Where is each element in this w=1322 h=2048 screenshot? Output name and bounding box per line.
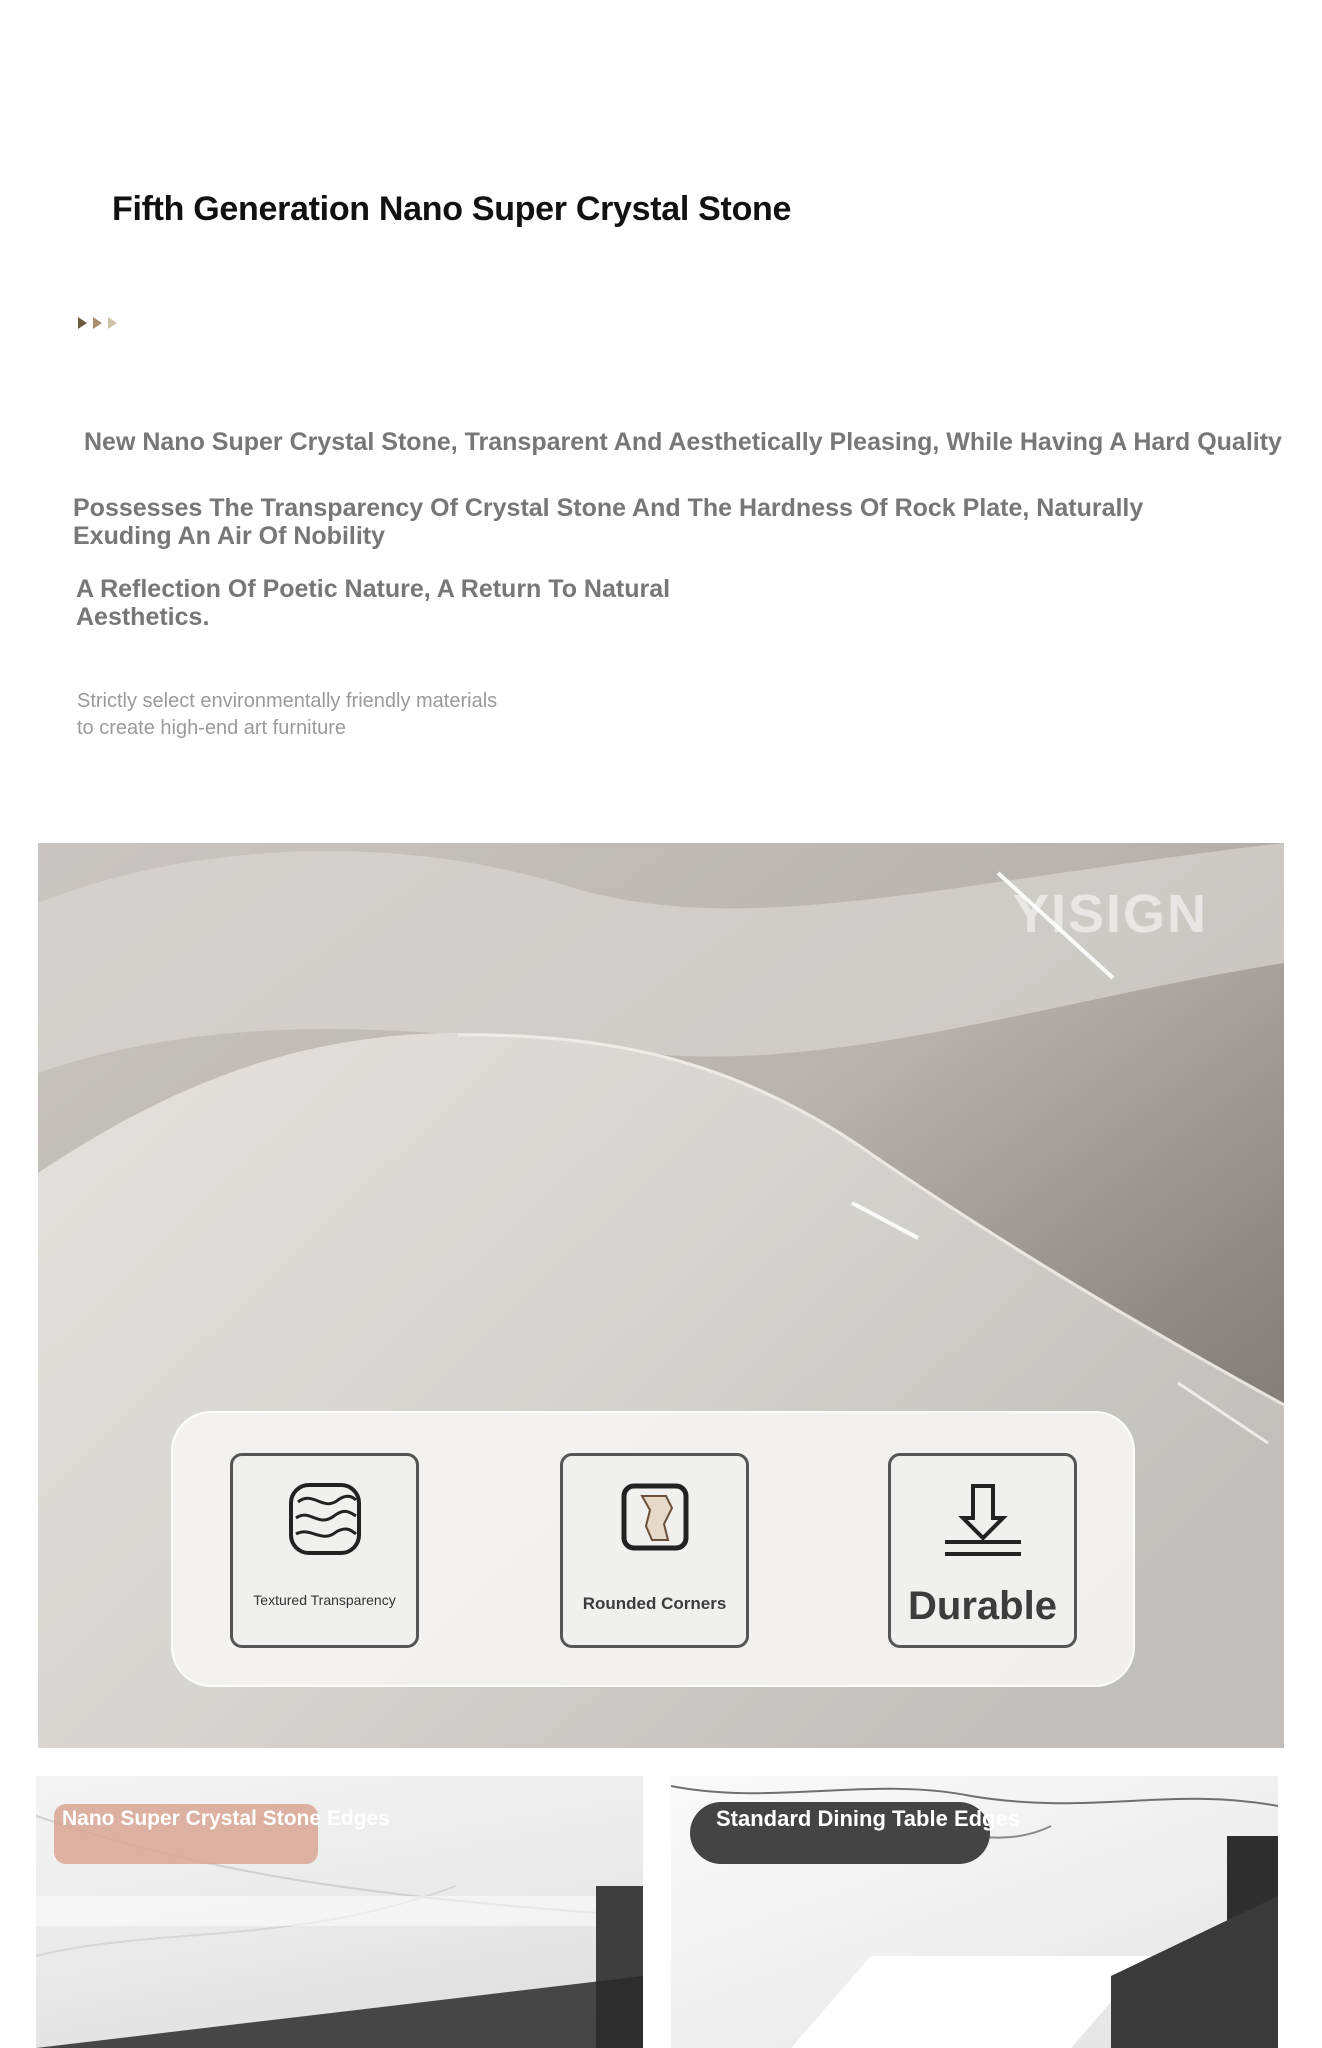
feature-label: Durable (908, 1584, 1057, 1628)
triangle-right-icon (108, 317, 117, 329)
decorative-arrows (78, 317, 117, 329)
triangle-right-icon (93, 317, 102, 329)
label-standard-edges: Standard Dining Table Edges (716, 1806, 1020, 1831)
hero-image (38, 843, 1284, 1748)
comparison-card-standard (671, 1776, 1278, 2048)
features-panel (171, 1411, 1135, 1687)
feature-line-transparency: Possesses The Transparency Of Crystal Stone And The Hardness Of Rock Plate, Naturally Exuding An Air Of Nobility (73, 494, 1144, 550)
pressure-down-icon (943, 1482, 1023, 1558)
triangle-right-icon (78, 317, 87, 329)
feature-line-poetic: A Reflection Of Poetic Nature, A Return To Natural Aesthetics. (76, 575, 671, 631)
page-title: Fifth Generation Nano Super Crystal Stone (112, 190, 792, 228)
comparison-card-nano (36, 1776, 643, 2048)
materials-note (77, 688, 597, 742)
feature-label: Rounded Corners (582, 1594, 727, 1613)
feature-textured-transparency (230, 1453, 419, 1648)
texture-icon (288, 1482, 362, 1556)
feature-label: Textured Transparency (253, 1592, 396, 1608)
label-nano-edges: Nano Super Crystal Stone Edges (62, 1807, 390, 1830)
brand-watermark: YISIGN (1013, 884, 1209, 944)
rounded-corner-icon (620, 1482, 690, 1552)
feature-line-hard-quality: New Nano Super Crystal Stone, Transparent And Aesthetically Pleasing, While Having A Hard Quality (84, 428, 1282, 456)
materials-note-line1: Strictly select environmentally friendly materials (77, 690, 498, 712)
feature-rounded-corners (560, 1453, 749, 1648)
feature-durable (888, 1453, 1077, 1648)
materials-note-line2: to create high-end art furniture (77, 717, 347, 739)
